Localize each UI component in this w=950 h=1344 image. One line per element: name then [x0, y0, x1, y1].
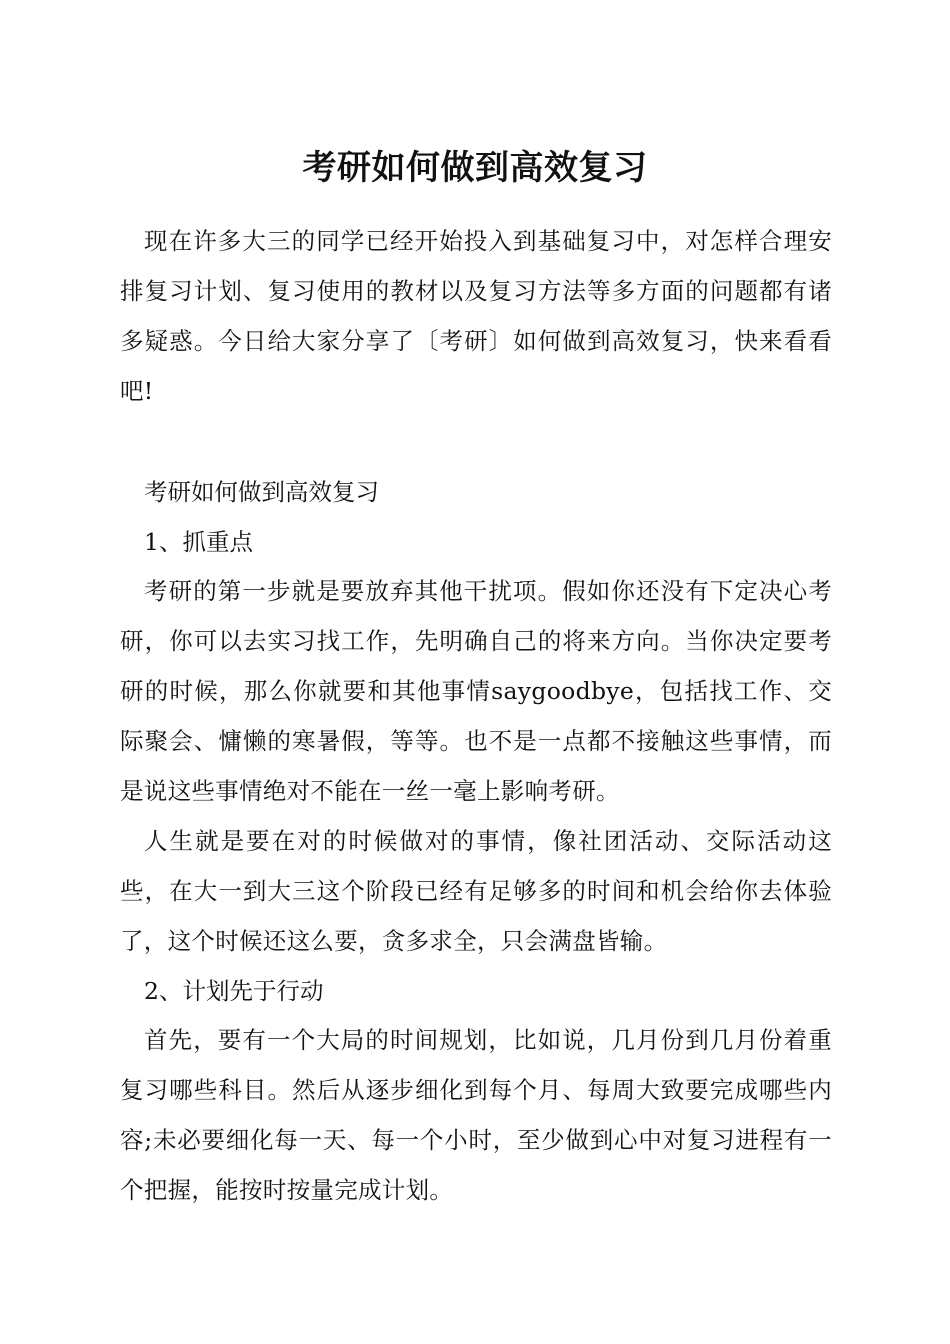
section-title: 考研如何做到高效复习 [144, 478, 379, 506]
point1-paragraph-1: 考研的第一步就是要放弃其他干扰项。假如你还没有下定决心考研，你可以去实习找工作，先明确自己的将来方向。当你决定要考研的时候，那么你就要和其他事情saygoodbye，包括找工作、交际聚会、慵懒的寒暑假，等等。也不是一点都不接触这些事情，而是说这些事情绝对不能在一丝一毫上影响考研。 [120, 577, 832, 805]
point2-paragraph-1: 首先，要有一个大局的时间规划，比如说，几月份到几月份着重复习哪些科目。然后从逐步细化到每个月、每周大致要完成哪些内容;未必要细化每一天、每一个小时，至少做到心中对复习进程有一个把握，能按时按量完成计划。 [120, 1026, 832, 1204]
intro-paragraph: 现在许多大三的同学已经开始投入到基础复习中，对怎样合理安排复习计划、复习使用的教材以及复习方法等多方面的问题都有诸多疑惑。今日给大家分享了〔考研〕如何做到高效复习，快来看看吧! [120, 227, 832, 405]
point1-heading: 1、抓重点 [144, 528, 253, 556]
point1-paragraph-2: 人生就是要在对的时候做对的事情，像社团活动、交际活动这些，在大一到大三这个阶段已经有足够多的时间和机会给你去体验了，这个时候还这么要，贪多求全，只会满盘皆输。 [120, 827, 832, 955]
document-title: 考研如何做到高效复习 [302, 148, 648, 188]
point2-heading: 2、计划先于行动 [144, 977, 324, 1005]
